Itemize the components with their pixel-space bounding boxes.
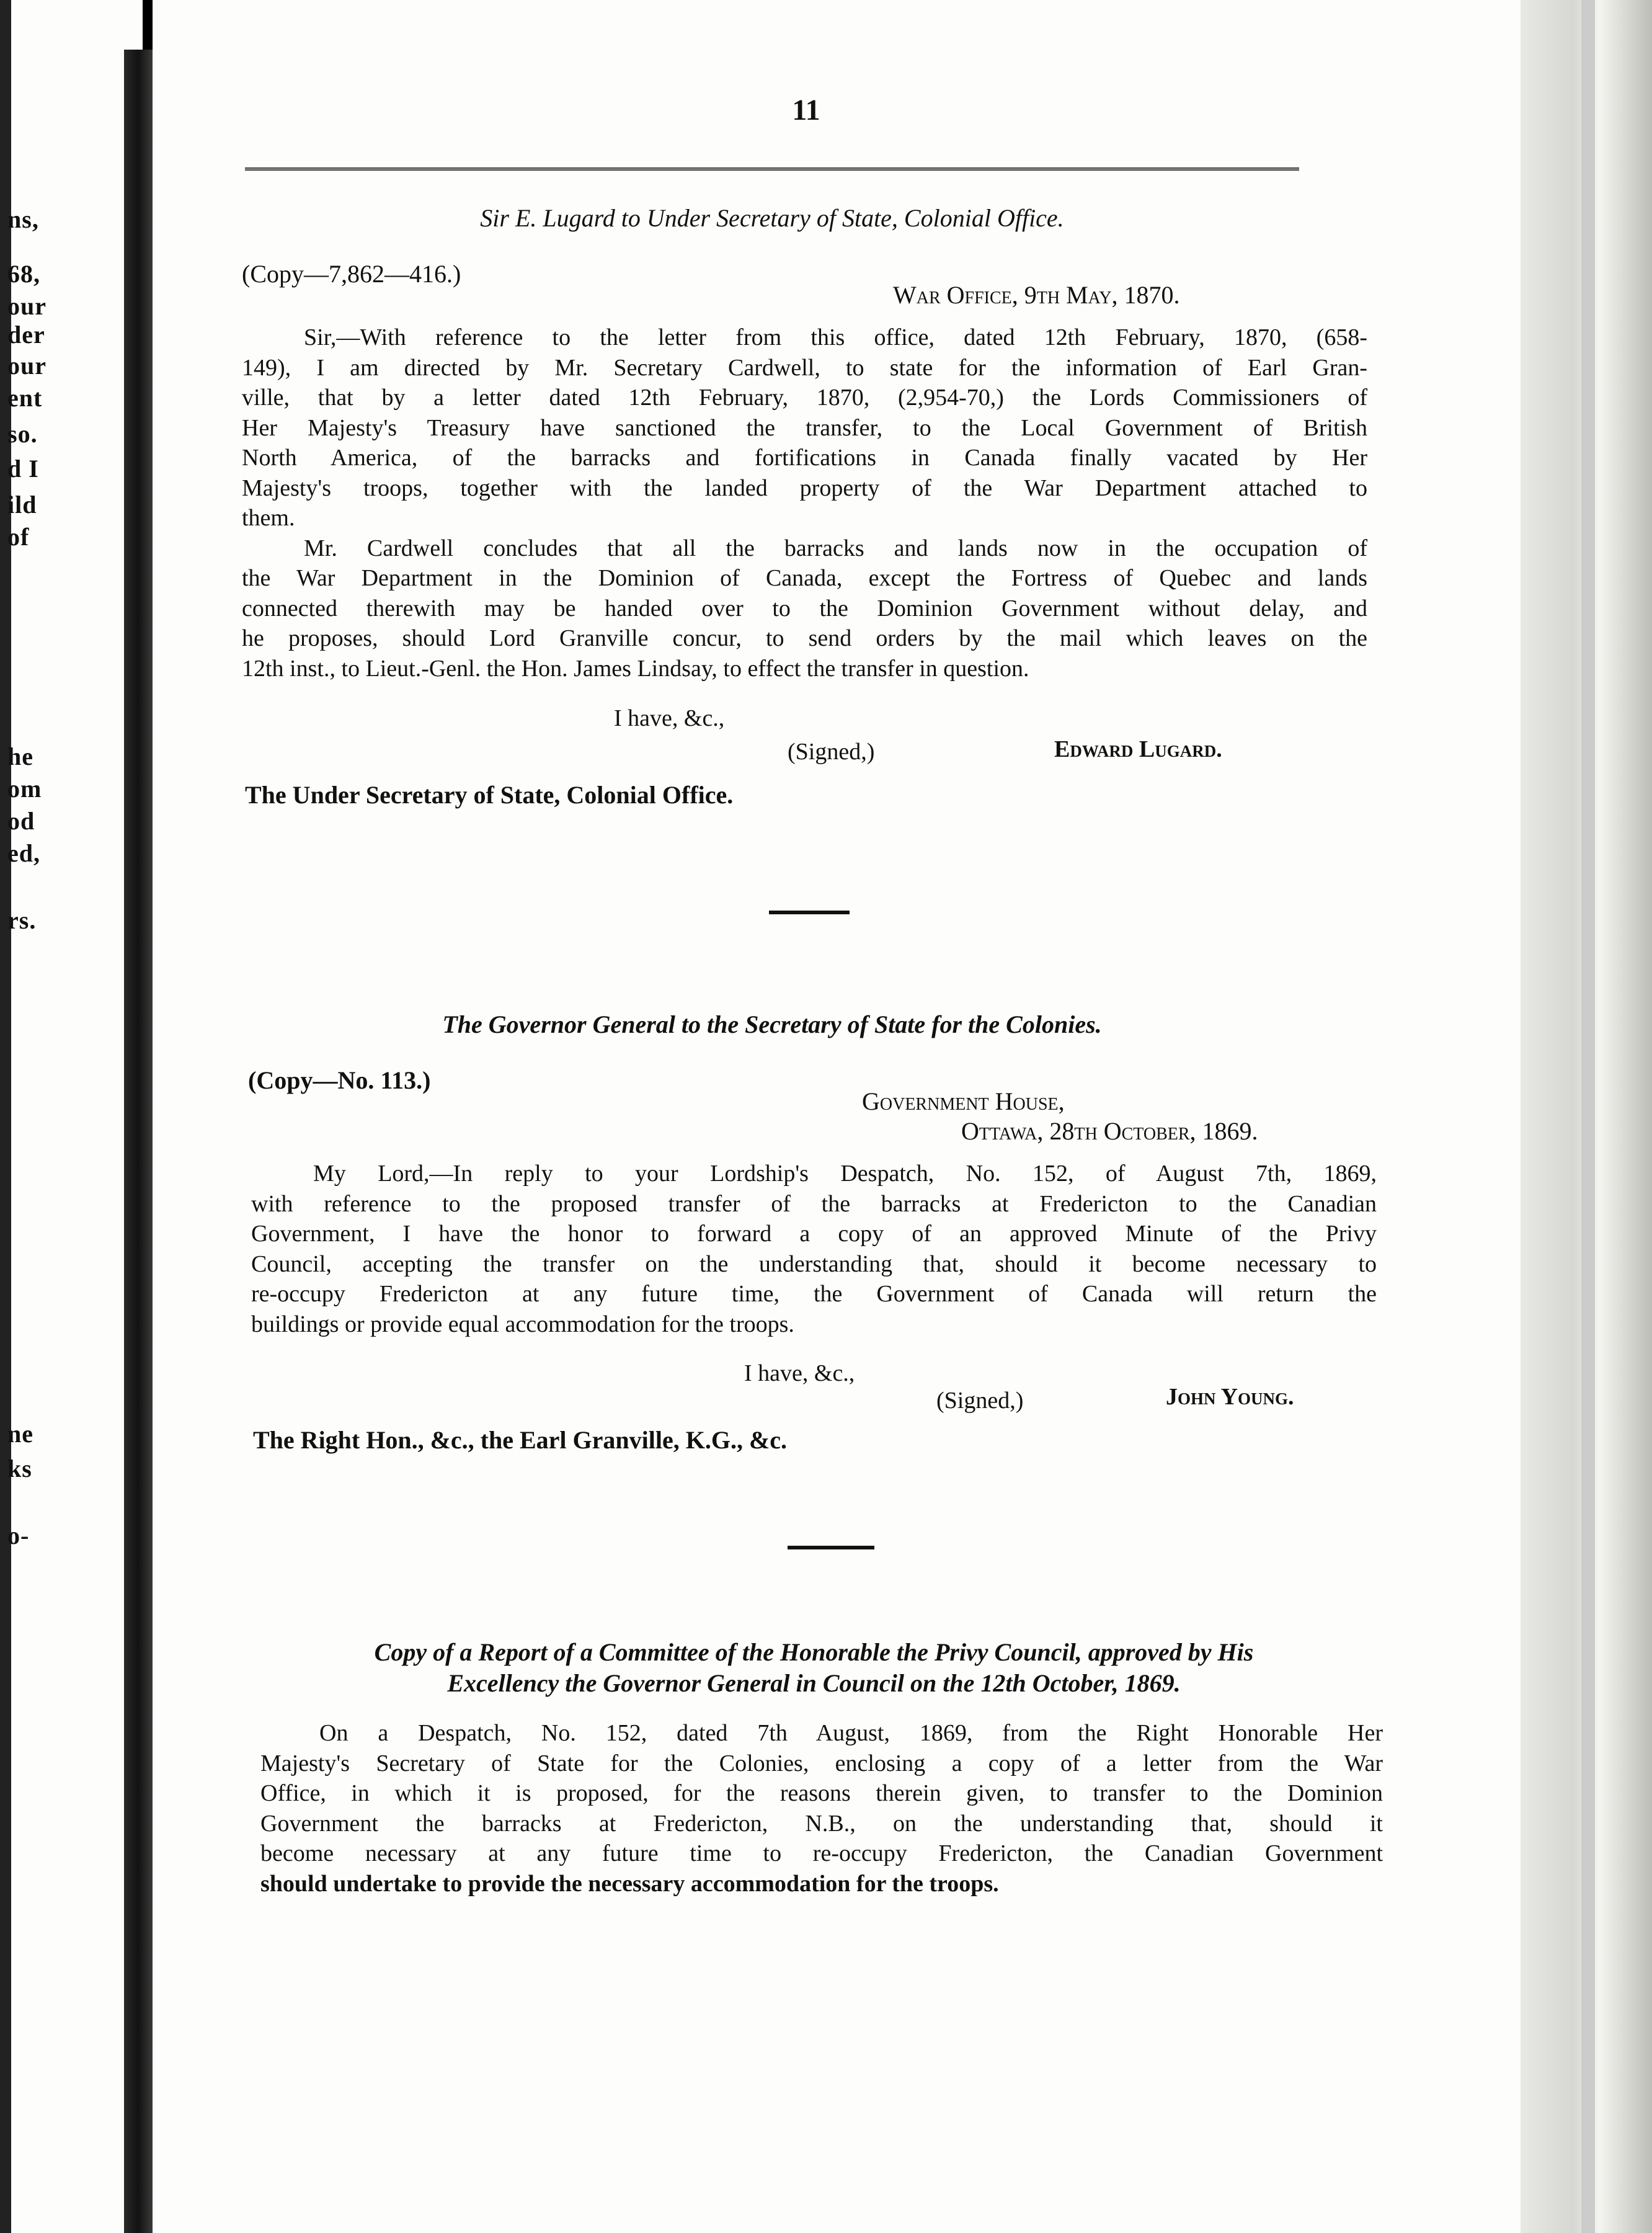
letter-1-line: connected therewith may be handed over to the Dominion Government without delay, and: [242, 595, 1367, 622]
report-line: Majesty's Secretary of State for the Colonies, enclosing a copy of a letter from the War: [260, 1750, 1383, 1776]
section-separator: [788, 1546, 874, 1549]
letter-2-place: Government House,: [862, 1087, 1065, 1115]
letter-2-addressee: The Right Hon., &c., the Earl Granville, K.G., &c.: [253, 1426, 788, 1454]
letter-1-signed: (Signed,): [788, 739, 875, 765]
page-number: 11: [792, 94, 820, 127]
facing-page-fragment: ns,: [7, 205, 39, 233]
letter-1-line: he proposes, should Lord Granville concur, to send orders by the mail which leaves on the: [242, 625, 1367, 651]
letter-1-addressee: The Under Secretary of State, Colonial Office.: [245, 781, 734, 809]
facing-page-fragment: of: [7, 523, 30, 551]
letter-2-date: [961, 1116, 1258, 1146]
book-gutter: [124, 50, 153, 2233]
facing-page-fragment: ild: [7, 491, 37, 519]
facing-page-fragment: d I: [7, 455, 39, 483]
letter-1-line: North America, of the barracks and fortifications in Canada finally vacated by Her: [242, 445, 1367, 471]
facing-page-fragment: ne: [7, 1420, 33, 1448]
report-heading-line-1: Copy of a Report of a Committee of the Honorable the Privy Council, approved by His: [374, 1638, 1254, 1666]
letter-1-line: Her Majesty's Treasury have sanctioned the transfer, to the Local Government of British: [242, 414, 1367, 441]
letter-1-signature: Edward Lugard.: [1054, 736, 1222, 762]
letter-1-body: [242, 323, 1367, 684]
letter-2-signature: John Young.: [1166, 1384, 1294, 1410]
letter-1-place-date: War Office, 9th May, 1870.: [893, 281, 1180, 309]
report-line: become necessary at any future time to re-occupy Fredericton, the Canadian Government: [260, 1840, 1383, 1866]
report-line: should undertake to provide the necessary accommodation for the troops.: [260, 1870, 999, 1897]
letter-1-line: Majesty's troops, together with the landed property of the War Department attached to: [242, 475, 1367, 501]
letter-1-line: Mr. Cardwell concludes that all the barracks and lands now in the occupation of: [304, 535, 1367, 561]
facing-page-fragment: our: [7, 292, 47, 320]
facing-page-fragment: ent: [7, 384, 43, 412]
letter-1-copy-ref: (Copy—7,862—416.): [242, 260, 461, 288]
letter-2-line: Government, I have the honor to forward a copy of an approved Minute of the Privy: [251, 1221, 1377, 1247]
letter-1-line: 12th inst., to Lieut.-Genl. the Hon. James Lindsay, to effect the transfer in question.: [242, 655, 1029, 682]
letter-2-line: My Lord,—In reply to your Lordship's Despatch, No. 152, of August 7th, 1869,: [313, 1161, 1377, 1187]
facing-page-fragment: 68,: [7, 260, 40, 288]
letter-1-line: ville, that by a letter dated 12th February, 1870, (2,954-70,) the Lords Commissioners of: [242, 385, 1367, 411]
letter-1-heading: Sir E. Lugard to Under Secretary of State, Colonial Office.: [480, 204, 1064, 232]
page-stack-edge: [1521, 0, 1652, 2233]
letter-1-line: Sir,—With reference to the letter from this office, dated 12th February, 1870, (658-: [304, 324, 1367, 350]
report-body: [260, 1718, 1383, 1899]
letter-2-date-text: Ottawa, 28th October, 1869.: [961, 1117, 1258, 1145]
letter-2-line: Council, accepting the transfer on the understanding that, should it become necessary to: [251, 1250, 1377, 1277]
facing-page-fragment: der: [7, 321, 45, 349]
letter-1-line: 149), I am directed by Mr. Secretary Cardwell, to state for the information of Earl Gran-: [242, 354, 1367, 381]
facing-page-fragment: he: [7, 742, 33, 770]
letter-2-line: re-occupy Fredericton at any future time, the Government of Canada will return the: [251, 1281, 1377, 1307]
facing-page-fragment: om: [7, 775, 42, 803]
letter-2-body: [251, 1159, 1377, 1339]
facing-page-fragment: so.: [7, 420, 38, 448]
letter-1-line: them.: [242, 505, 295, 531]
letter-2-copy-ref: (Copy—No. 113.): [248, 1066, 431, 1094]
letter-1-line: the War Department in the Dominion of Canada, except the Fortress of Quebec and lands: [242, 565, 1367, 591]
facing-page: [0, 0, 143, 2233]
letter-2-closing: I have, &c.,: [744, 1360, 855, 1386]
letter-2-heading: The Governor General to the Secretary of State for the Colonies.: [442, 1010, 1102, 1038]
facing-page-fragment: od: [7, 807, 35, 835]
report-line: On a Despatch, No. 152, dated 7th August, 1869, from the Right Honorable Her: [319, 1720, 1383, 1746]
report-line: Office, in which it is proposed, for the reasons therein given, to transfer to the Dominion: [260, 1780, 1383, 1806]
page-stack-strip: [1581, 0, 1595, 2233]
letter-2-line: with reference to the proposed transfer of the barracks at Fredericton to the Canadian: [251, 1190, 1377, 1217]
facing-page-fragment: rs.: [7, 906, 37, 934]
facing-page-fragment: o-: [7, 1522, 30, 1549]
report-heading-line-2: Excellency the Governor General in Council on the 12th October, 1869.: [447, 1669, 1181, 1697]
facing-page-fragment: our: [7, 352, 47, 380]
section-separator: [769, 911, 850, 914]
facing-page-fragment: ks: [7, 1455, 32, 1482]
letter-2-signed: (Signed,): [936, 1388, 1024, 1414]
letter-2-line: buildings or provide equal accommodation for the troops.: [251, 1311, 794, 1337]
facing-page-fragment: ed,: [7, 839, 40, 867]
letter-1-closing: I have, &c.,: [614, 705, 725, 731]
report-line: Government the barracks at Fredericton, N.B., on the understanding that, should it: [260, 1810, 1383, 1837]
header-rule: [245, 167, 1299, 171]
